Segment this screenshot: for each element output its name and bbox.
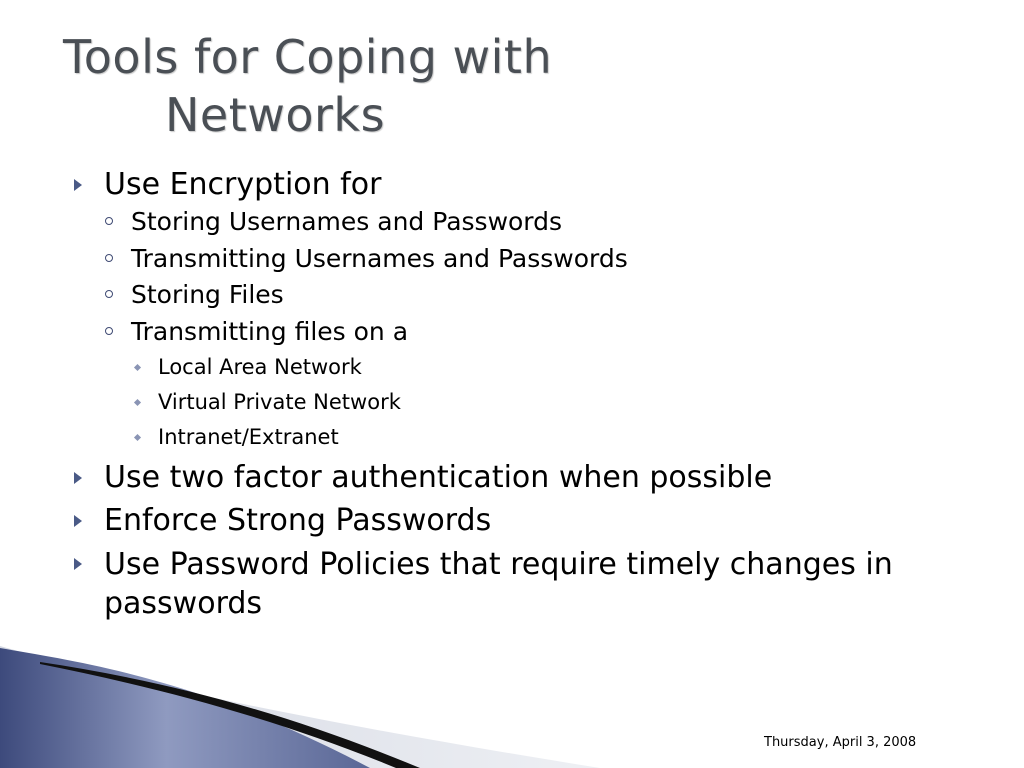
circle-bullet-icon	[105, 217, 113, 225]
bullet-text: Use two factor authentication when possible	[104, 460, 773, 495]
triangle-bullet-icon	[74, 179, 82, 191]
bullet-text: Use Encryption for	[104, 167, 382, 202]
slide-body	[72, 166, 992, 623]
diamond-bullet-icon	[134, 434, 141, 441]
sub-sub-bullet-text: Local Area Network	[158, 355, 362, 379]
slide-title	[63, 28, 763, 144]
circle-bullet-icon	[105, 327, 113, 335]
diamond-bullet-icon	[134, 399, 141, 406]
sub-sub-bullet-text: Intranet/Extranet	[158, 425, 339, 449]
bullet-item	[72, 545, 992, 623]
triangle-bullet-icon	[74, 515, 82, 527]
circle-bullet-icon	[105, 254, 113, 262]
bullet-text: Use Password Policies that require timely changes in passwords	[104, 547, 893, 621]
sub-bullet-text: Storing Usernames and Passwords	[131, 207, 563, 236]
sub-bullet-text: Transmitting files on a	[131, 316, 409, 346]
sub-bullet-text: Transmitting Usernames and Passwords	[131, 243, 628, 273]
sub-bullet-item	[72, 204, 992, 241]
sub-sub-bullet-item	[72, 385, 992, 420]
bullet-text: Enforce Strong Passwords	[104, 503, 492, 538]
bullet-item	[72, 459, 992, 497]
sub-sub-bullet-item	[72, 350, 992, 385]
sub-bullet-item	[72, 277, 992, 314]
sub-bullet-text: Storing Files	[131, 280, 284, 309]
diamond-bullet-icon	[134, 364, 141, 371]
triangle-bullet-icon	[74, 558, 82, 570]
sub-sub-bullet-text: Virtual Private Network	[158, 390, 401, 414]
bullet-item	[72, 166, 992, 204]
sub-bullet-item	[72, 314, 992, 351]
circle-bullet-icon	[105, 290, 113, 298]
bullet-item	[72, 502, 992, 540]
triangle-bullet-icon	[74, 472, 82, 484]
sub-sub-bullet-item	[72, 420, 992, 455]
slide-title-line-2: Networks	[165, 88, 386, 142]
sub-bullet-item	[72, 241, 992, 278]
slide-title-line-1: Tools for Coping with	[63, 30, 553, 84]
footer-date: Thursday, April 3, 2008	[764, 735, 917, 750]
